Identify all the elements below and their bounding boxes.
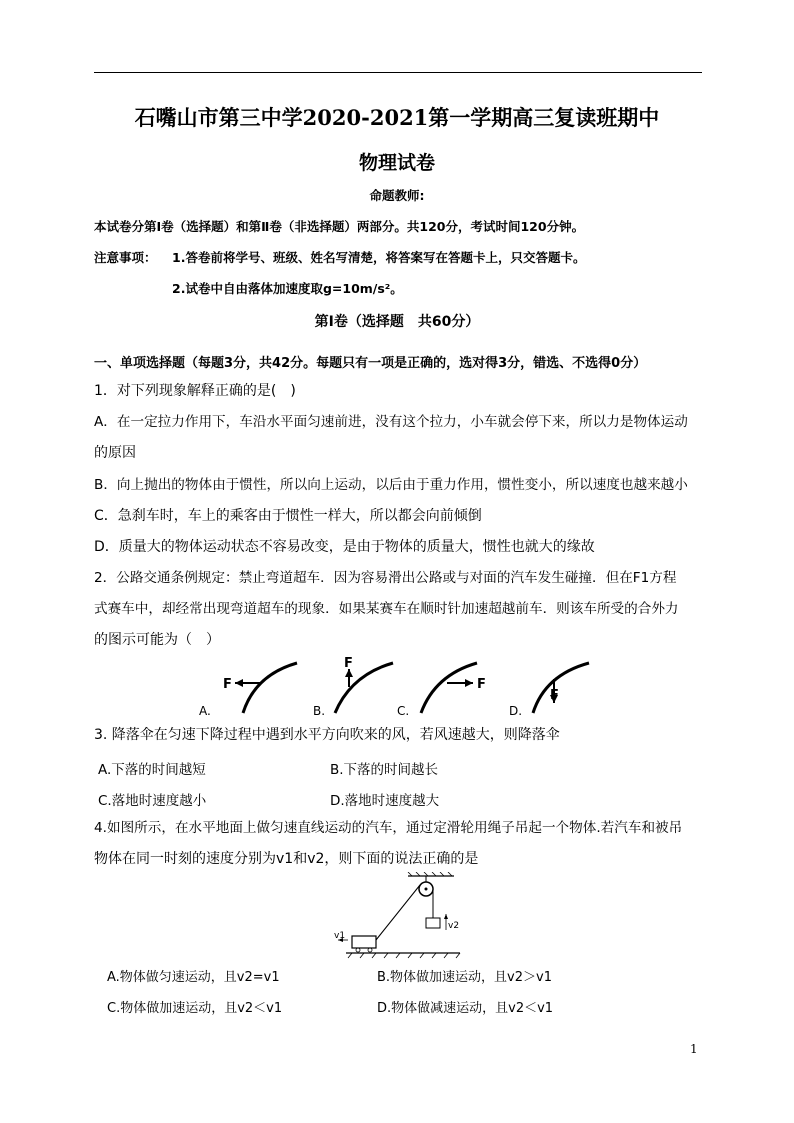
q2-force-diagrams <box>195 655 595 720</box>
q3-stem: 3. 降落伞在匀速下降过程中遇到水平方向吹来的风，若风速越大，则降落伞 <box>94 727 560 743</box>
note-1: 1.答卷前将学号、班级、姓名写清楚，将答案写在答题卡上，只交答题卡。 <box>172 250 586 265</box>
q2-diagram-d <box>509 663 589 718</box>
q2-diagram-a <box>199 663 297 718</box>
q3-option-a: A.下落的时间越短 <box>98 762 206 778</box>
top-rule <box>94 72 702 73</box>
q1-option-a-line1: A．在一定拉力作用下，车沿水平面匀速前进，没有这个拉力，小车就会停下来，所以力是物体运动 <box>94 414 688 430</box>
svg-text:A.: A. <box>199 704 211 718</box>
q4-option-b: B.物体做加速运动，且v2＞v1 <box>377 970 552 985</box>
q4-pulley-diagram <box>332 872 472 960</box>
exam-intro: 本试卷分第Ⅰ卷（选择题）和第Ⅱ卷（非选择题）两部分。共120分，考试时间120分钟。 <box>94 219 585 234</box>
q3-option-d: D.落地时速度越大 <box>330 793 440 809</box>
q4-option-d: D.物体做减速运动，且v2＜v1 <box>377 1001 554 1016</box>
note-2: 2.试卷中自由落体加速度取g=10m/s²。 <box>172 281 403 296</box>
svg-text:F: F <box>477 677 486 692</box>
svg-text:v2: v2 <box>448 921 460 931</box>
q4-option-a: A.物体做匀速运动，且v2=v1 <box>107 970 280 985</box>
q3-option-b: B.下落的时间越长 <box>330 762 439 778</box>
svg-text:B.: B. <box>313 704 326 718</box>
svg-text:D.: D. <box>509 704 523 718</box>
notes-label: 注意事项： <box>94 250 157 265</box>
exam-title: 石嘴山市第三中学2020-2021第一学期高三复读班期中 <box>134 105 660 130</box>
part1-heading: 第Ⅰ卷（选择题 共60分） <box>314 314 480 330</box>
q1-option-d: D．质量大的物体运动状态不容易改变，是由于物体的质量大，惯性也就大的缘故 <box>94 539 595 555</box>
q4-line1: 4.如图所示，在水平地面上做匀速直线运动的汽车，通过定滑轮用绳子吊起一个物体.若汽车和被吊 <box>94 820 683 836</box>
q1-stem: 1．对下列现象解释正确的是( ) <box>94 383 296 399</box>
setter-line: 命题教师: <box>369 188 425 203</box>
q1-option-c: C．急刹车时，车上的乘客由于惯性一样大，所以都会向前倾倒 <box>94 508 482 524</box>
page-number: 1 <box>690 1042 698 1056</box>
svg-text:v1: v1 <box>334 931 346 941</box>
svg-text:F: F <box>344 656 353 671</box>
svg-text:C.: C. <box>397 704 410 718</box>
q2-diagram-c <box>397 663 486 718</box>
exam-subtitle: 物理试卷 <box>358 152 435 174</box>
q2-line3: 的图示可能为（ ） <box>94 632 220 648</box>
q4-line2: 物体在同一时刻的速度分别为v1和v2，则下面的说法正确的是 <box>94 851 479 867</box>
svg-text:F: F <box>223 677 232 692</box>
q2-line1: 2．公路交通条例规定：禁止弯道超车．因为容易滑出公路或与对面的汽车发生碰撞．但在F1方程 <box>94 570 677 586</box>
q4-option-c: C.物体做加速运动，且v2＜v1 <box>107 1001 283 1016</box>
q2-diagram-b <box>313 656 393 718</box>
svg-text:F: F <box>550 688 559 703</box>
section1-heading: 一、单项选择题（每题3分，共42分。每题只有一项是正确的，选对得3分，错选、不选得0分） <box>94 356 647 371</box>
q3-option-c: C.落地时速度越小 <box>98 793 207 809</box>
q1-option-a-line2: 的原因 <box>94 445 136 461</box>
q1-option-b: B．向上抛出的物体由于惯性，所以向上运动，以后由于重力作用，惯性变小，所以速度也越来越小 <box>94 477 688 493</box>
q2-line2: 式赛车中，却经常出现弯道超车的现象．如果某赛车在顺时针加速超越前车．则该车所受的合外力 <box>94 601 679 617</box>
